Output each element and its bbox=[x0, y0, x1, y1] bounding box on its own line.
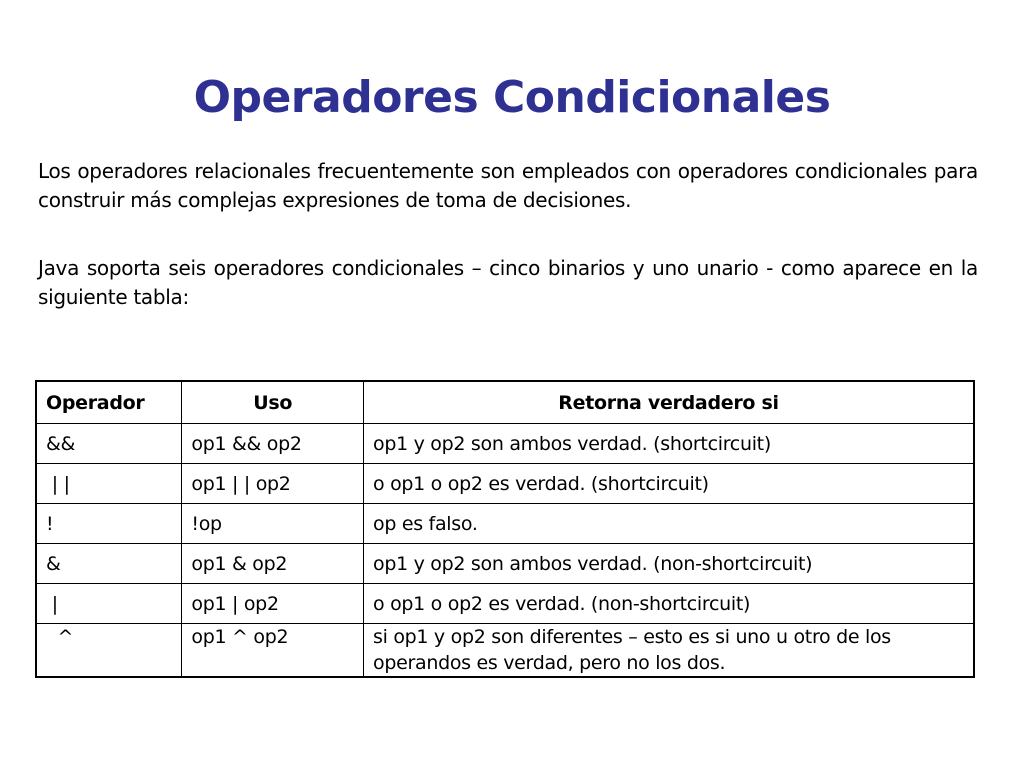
usage-cell: op1 && op2 bbox=[182, 424, 364, 464]
conditional-operators-table bbox=[35, 380, 975, 678]
table-row bbox=[36, 424, 974, 464]
description-cell: op1 y op2 son ambos verdad. (non-shortcircuit) bbox=[364, 544, 975, 584]
operator-cell: & bbox=[36, 544, 182, 584]
usage-cell: !op bbox=[182, 504, 364, 544]
operator-cell: ^ bbox=[36, 624, 182, 678]
description-cell: o op1 o op2 es verdad. (shortcircuit) bbox=[364, 464, 975, 504]
description-cell: op1 y op2 son ambos verdad. (shortcircuit) bbox=[364, 424, 975, 464]
table-row bbox=[36, 544, 974, 584]
usage-cell: op1 | op2 bbox=[182, 584, 364, 624]
header-uso: Uso bbox=[182, 381, 364, 424]
intro-paragraph: Los operadores relacionales frecuentemente son empleados con operadores condicionales para construir más complejas expresiones de toma de decisiones. bbox=[38, 159, 978, 212]
operator-cell: | bbox=[36, 584, 182, 624]
table-row bbox=[36, 624, 974, 678]
description-cell: si op1 y op2 son diferentes – esto es si uno u otro de los operandos es verdad, pero no los dos. bbox=[364, 624, 975, 678]
usage-cell: op1 | | op2 bbox=[182, 464, 364, 504]
header-operador: Operador bbox=[36, 381, 182, 424]
header-retorna: Retorna verdadero si bbox=[364, 381, 975, 424]
table-row bbox=[36, 464, 974, 504]
table-intro-paragraph: Java soporta seis operadores condicionales – cinco binarios y uno unario - como aparece en la siguiente tabla: bbox=[38, 256, 978, 309]
description-cell: o op1 o op2 es verdad. (non-shortcircuit) bbox=[364, 584, 975, 624]
description-cell: op es falso. bbox=[364, 504, 975, 544]
operator-cell: && bbox=[36, 424, 182, 464]
table-header-row bbox=[36, 381, 974, 424]
usage-cell: op1 & op2 bbox=[182, 544, 364, 584]
operator-cell: | | bbox=[36, 464, 182, 504]
slide-title: Operadores Condicionales bbox=[193, 72, 831, 123]
operator-cell: ! bbox=[36, 504, 182, 544]
table-row bbox=[36, 584, 974, 624]
table-row bbox=[36, 504, 974, 544]
usage-cell: op1 ^ op2 bbox=[182, 624, 364, 678]
